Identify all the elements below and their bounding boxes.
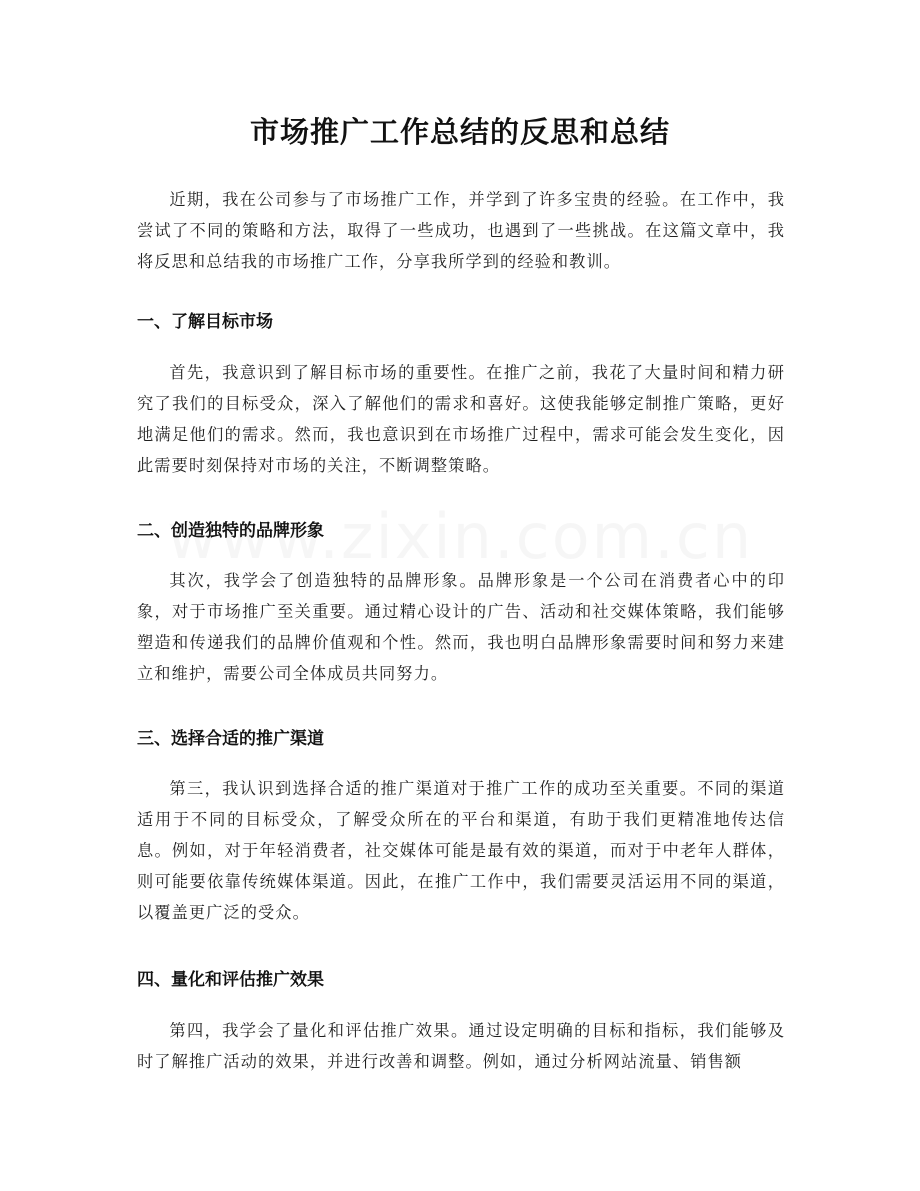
section-heading-3: 三、选择合适的推广渠道 (137, 729, 324, 749)
section-heading-4: 四、量化和评估推广效果 (137, 970, 324, 990)
page-title: 市场推广工作总结的反思和总结 (249, 115, 670, 149)
section-heading-1: 一、了解目标市场 (137, 312, 273, 332)
intro-paragraph: 近期，我在公司参与了市场推广工作，并学到了许多宝贵的经验。在工作中，我尝试了不同的策略和方法，取得了一些成功，也遇到了一些挑战。在这篇文章中，我将反思和总结我的市场推广工作，分享我所学到的经验和教训。 (137, 190, 785, 271)
section-body-3: 第三，我认识到选择合适的推广渠道对于推广工作的成功至关重要。不同的渠道适用于不同的目标受众，了解受众所在的平台和渠道，有助于我们更精准地传达信息。例如，对于年轻消费者，社交媒体可能是最有效的渠道，而对于中老年人群体，则可能要依靠传统媒体渠道。因此，在推广工作中，我们需要灵活运用不同的渠道，以覆盖更广泛的受众。 (137, 779, 785, 922)
section-body-1: 首先，我意识到了解目标市场的重要性。在推广之前，我花了大量时间和精力研究了我们的目标受众，深入了解他们的需求和喜好。这使我能够定制推广策略，更好地满足他们的需求。然而，我也意识到在市场推广过程中，需求可能会发生变化，因此需要时刻保持对市场的关注，不断调整策略。 (137, 363, 785, 475)
section-body-4: 第四，我学会了量化和评估推广效果。通过设定明确的目标和指标，我们能够及时了解推广活动的效果，并进行改善和调整。例如，通过分析网站流量、销售额 (137, 1021, 785, 1071)
section-heading-2: 二、创造独特的品牌形象 (137, 521, 324, 541)
section-body-2: 其次，我学会了创造独特的品牌形象。品牌形象是一个公司在消费者心中的印象，对于市场推广至关重要。通过精心设计的广告、活动和社交媒体策略，我们能够塑造和传递我们的品牌价值观和个性。然而，我也明白品牌形象需要时间和努力来建立和维护，需要公司全体成员共同努力。 (137, 571, 785, 683)
